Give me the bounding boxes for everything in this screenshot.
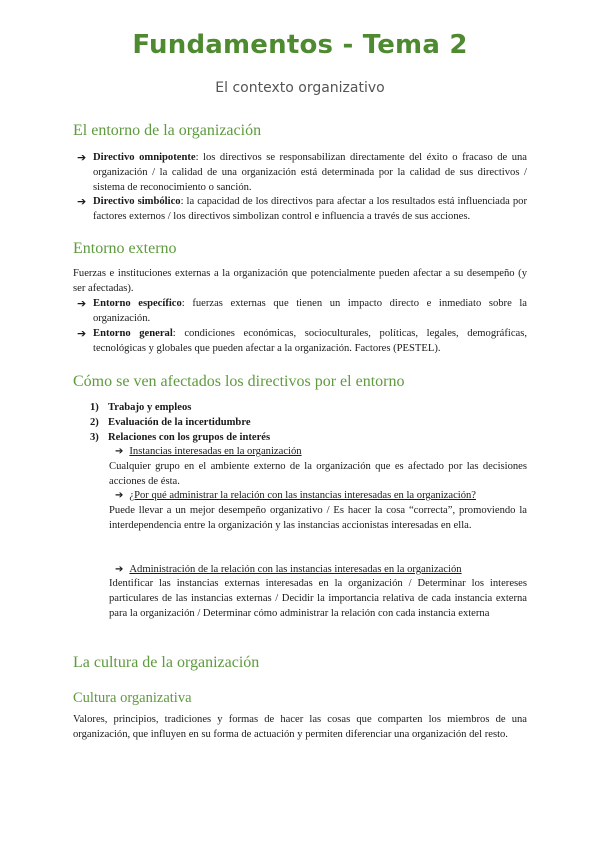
bullet-directivo-simbolico [77, 194, 527, 224]
numbered-item [90, 415, 251, 430]
numbered-item [90, 430, 270, 445]
sub-bullet-label: ¿Por qué administrar la relación con las instancias interesadas en la organización? [129, 490, 477, 501]
subsection-heading-cultura-organizativa: Cultura organizativa [73, 690, 192, 706]
bullet-term: Directivo omnipotente [93, 152, 196, 163]
section-heading-cultura-organizacion: La cultura de la organización [73, 654, 260, 671]
item-number: 3) [90, 432, 99, 443]
item-text: Relaciones con los grupos de interés [108, 432, 271, 443]
document-title: Fundamentos - Tema 2 [132, 30, 468, 60]
arrow-icon: ➔ [115, 446, 124, 457]
paragraph-cultura-organizativa: Valores, principios, tradiciones y formas de hacer las cosas que comparten los miembros de una organización, que influyen en su forma de actuación y permiten diferenciar una organización del resto. [73, 714, 527, 740]
bullet-directivo-omnipotente [77, 150, 527, 195]
arrow-icon: ➔ [77, 297, 87, 310]
arrow-icon: ➔ [115, 490, 124, 501]
bullet-term: Directivo simbólico [93, 196, 181, 207]
arrow-icon: ➔ [77, 195, 87, 208]
bullet-entorno-general [77, 326, 527, 356]
arrow-icon: ➔ [77, 151, 87, 164]
bullet-text: : los directivos se responsabilizan directamente del éxito o fracaso de una organización / la calidad de una organización está determinada por la calidad de sus directivos / sistema de reconocimiento o sanción. [93, 152, 528, 193]
section-heading-directivos-entorno: Cómo se ven afectados los directivos por el entorno [73, 373, 405, 390]
sub-bullet-label: Administración de la relación con las instancias interesadas en la organización [129, 564, 462, 575]
paragraph-administracion-relacion: Identificar las instancias externas interesadas en la organización / Determinar los intereses particulares de las instancias externas / Decidir la importancia relativa de cada instancia externa para la organización / Determinar cómo administrar la relación con cada instancia externa [109, 578, 527, 619]
bullet-text: : la capacidad de los directivos para afectar a los resultados está influenciada por factores externos / los directivos simbolizan control e influencia a través de sus acciones. [93, 196, 528, 222]
sub-bullet-instancias [115, 444, 302, 459]
bullet-text: : fuerzas externas que tienen un impacto directo e inmediato sobre la organización. [93, 298, 528, 324]
document-subtitle: El contexto organizativo [215, 80, 385, 96]
arrow-icon: ➔ [115, 564, 124, 575]
bullet-text: : condiciones económicas, socioculturales, políticas, legales, demográficas, tecnológicas y globales que pueden afectar a la organización. Factores (PESTEL). [93, 328, 527, 354]
paragraph-instancias: Cualquier grupo en el ambiente externo de la organización que es afectado por las decisiones acciones de ésta. [109, 461, 527, 487]
paragraph-por-que-administrar: Puede llevar a un mejor desempeño organizativo / Es hacer la cosa “correcta”, promoviendo la interdependencia entre la organización y las instancias accionistas interesadas en ella. [109, 505, 527, 531]
section-heading-entorno-organizacion: El entorno de la organización [73, 122, 262, 139]
sub-bullet-administracion-relacion [115, 562, 462, 577]
paragraph-entorno-externo: Fuerzas e instituciones externas a la organización que potencialmente pueden afectar a su desempeño (y ser afectadas). [73, 268, 527, 294]
sub-bullet-por-que-administrar [115, 488, 476, 503]
sub-bullet-label: Instancias interesadas en la organización [129, 446, 302, 457]
bullet-entorno-especifico [77, 296, 527, 326]
item-number: 2) [90, 417, 99, 428]
item-text: Evaluación de la incertidumbre [108, 417, 251, 428]
section-heading-entorno-externo: Entorno externo [73, 240, 177, 257]
item-text: Trabajo y empleos [108, 402, 192, 413]
bullet-term: Entorno general [93, 328, 173, 339]
numbered-item [90, 400, 191, 415]
bullet-term: Entorno específico [93, 298, 182, 309]
arrow-icon: ➔ [77, 327, 87, 340]
item-number: 1) [90, 402, 99, 413]
